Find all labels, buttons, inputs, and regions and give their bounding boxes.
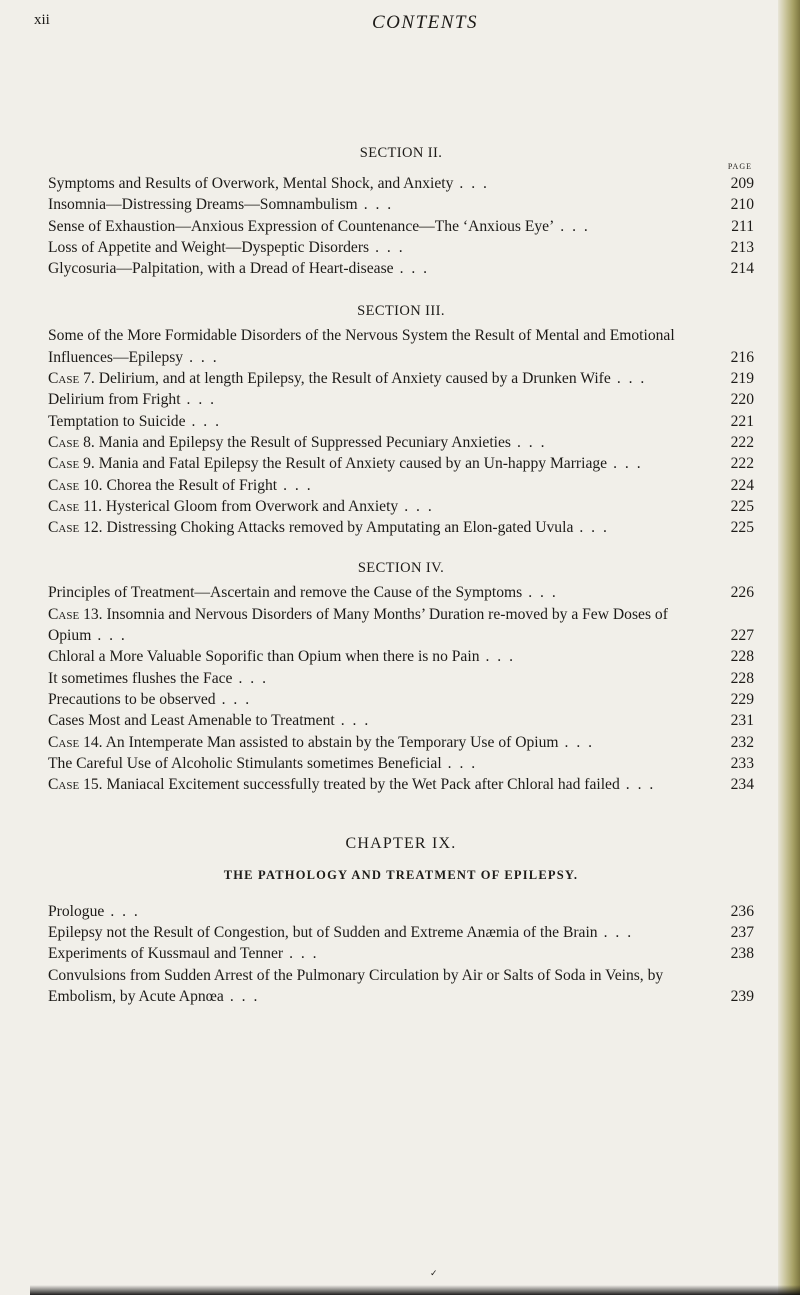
toc-entry-text	[48, 173, 754, 194]
entry-title: Mania and Fatal Epilepsy the Result of Anxiety caused by an Un-happy Marriage	[98, 455, 608, 473]
page-number: 222	[730, 433, 754, 451]
page-number: 231	[730, 712, 754, 730]
entry-title: Hysterical Gloom from Overwork and Anxiety	[105, 497, 399, 515]
page-number: 239	[730, 987, 754, 1005]
entry-title: The Careful Use of Alcoholic Stimulants sometimes Beneficial	[48, 754, 442, 772]
dot-leader: . . .	[613, 455, 643, 473]
page-number: 232	[730, 733, 754, 751]
toc-entry-text	[48, 216, 754, 237]
dot-leader: . . .	[110, 902, 140, 920]
toc-entry	[48, 753, 754, 774]
page-number: 226	[730, 584, 754, 602]
toc-entry-text	[48, 668, 754, 689]
toc-entry-text	[48, 258, 754, 279]
entry-title: Maniacal Excitement successfully treated by the Wet Pack after Chloral had failed	[106, 776, 620, 794]
page-number: 237	[730, 924, 754, 942]
page-bottom-shadow	[30, 1285, 800, 1295]
entry-title: An Intemperate Man assisted to abstain by the Temporary Use of Opium	[105, 733, 559, 751]
page-number: 224	[730, 476, 754, 494]
toc-entry	[48, 943, 754, 964]
toc-entry	[48, 732, 754, 753]
toc-entry-text	[48, 774, 754, 795]
dot-leader: . . .	[97, 627, 127, 645]
page-number: 238	[730, 945, 754, 963]
dot-leader: . . .	[289, 945, 319, 963]
entry-title: Insomnia and Nervous Disorders of Many Months’ Duration re-moved by a Few Doses of Opium	[48, 605, 668, 645]
entry-title: Precautions to be observed	[48, 690, 216, 708]
toc-entry	[48, 965, 754, 1008]
page-number: 236	[730, 902, 754, 920]
page-column-label: PAGE	[727, 162, 752, 171]
toc-entry-text	[48, 943, 754, 964]
entry-title: Symptoms and Results of Overwork, Mental Shock, and Anxiety	[48, 175, 454, 192]
toc-entry-text	[48, 710, 754, 731]
dot-leader: . . .	[238, 669, 268, 687]
entry-title: Distressing Choking Attacks removed by Amputating an Elon-gated Uvula	[106, 519, 574, 537]
page-number: 209	[730, 175, 754, 192]
dot-leader: . . .	[485, 648, 515, 666]
toc-entry	[48, 646, 754, 667]
toc-entry-text	[48, 922, 754, 943]
entry-title: Glycosuria—Palpitation, with a Dread of Heart-disease	[48, 260, 394, 278]
toc-entry	[48, 194, 754, 215]
toc-entry-text	[48, 368, 754, 389]
toc-entry-text	[48, 753, 754, 774]
toc-entry-text	[48, 604, 754, 647]
entry-title: Principles of Treatment—Ascertain and remove the Cause of the Symptoms	[48, 584, 523, 602]
toc-entry	[48, 582, 754, 603]
entry-title: Delirium, and at length Epilepsy, the Result of Anxiety caused by a Drunken Wife	[98, 370, 611, 388]
toc-entry-text	[48, 689, 754, 710]
entry-title: Cases Most and Least Amenable to Treatment	[48, 712, 335, 730]
dot-leader: . . .	[579, 519, 609, 537]
entry-title: Insomnia—Distressing Dreams—Somnambulism	[48, 196, 358, 214]
toc-entry	[48, 216, 754, 237]
dot-leader: . . .	[560, 217, 590, 235]
chapter-title: CHAPTER IX.	[345, 835, 457, 853]
toc-entry-text	[48, 517, 754, 538]
page-number: 220	[730, 391, 754, 409]
page-number: 234	[730, 776, 754, 794]
entry-title: Epilepsy not the Result of Congestion, but of Sudden and Extreme Anæmia of the Brain	[48, 924, 598, 942]
dot-leader: . . .	[616, 370, 647, 388]
toc-entry	[48, 258, 754, 279]
page-number: 219	[730, 370, 754, 388]
dot-leader: . . .	[189, 348, 219, 366]
toc-entry-text	[48, 411, 754, 432]
entry-title: Mania and Epilepsy the Result of Suppressed Pecuniary Anxieties	[98, 433, 511, 451]
toc-entry	[48, 389, 754, 410]
entry-title: Sense of Exhaustion—Anxious Expression of Countenance—The ‘Anxious Eye’	[48, 217, 555, 235]
entry-title: It sometimes flushes the Face	[48, 669, 233, 687]
toc-entry-text	[48, 453, 754, 474]
dot-leader: . . .	[283, 476, 313, 494]
toc-entry	[48, 237, 754, 258]
toc-entry	[48, 453, 754, 474]
toc-entry-text	[48, 646, 754, 667]
case-label: Case 15.	[48, 776, 103, 794]
page-number: 214	[730, 260, 754, 278]
toc-entry-text	[48, 325, 754, 368]
contents-body	[48, 143, 754, 1007]
toc-entry	[48, 922, 754, 943]
page-folio: xii	[34, 12, 50, 28]
toc-list	[48, 173, 754, 279]
entry-title: Delirium from Fright	[48, 391, 181, 409]
dot-leader: . . .	[363, 196, 394, 214]
case-label: Case 9.	[48, 455, 95, 473]
case-label: Case 11.	[48, 497, 102, 515]
entry-title: Chloral a More Valuable Soporific than Opium when there is no Pain	[48, 648, 480, 666]
case-label: Case 10.	[48, 476, 103, 494]
entry-title: Loss of Appetite and Weight—Dyspeptic Disorders	[48, 238, 370, 256]
section-title: SECTION IV.	[357, 560, 445, 577]
case-label: Case 13.	[48, 605, 103, 623]
case-label: Case 8.	[48, 433, 95, 451]
case-label: Case 14.	[48, 733, 103, 751]
toc-entry	[48, 432, 754, 453]
toc-entry	[48, 901, 754, 922]
entry-title: Chorea the Result of Fright	[106, 476, 278, 494]
toc-entry	[48, 475, 754, 496]
entry-title: Some of the More Formidable Disorders of the Nervous System the Result of Mental and Emotional Influences—Epilepsy	[48, 327, 675, 366]
page-number: 229	[730, 690, 754, 708]
dot-leader: . . .	[375, 238, 405, 256]
toc-entry	[48, 689, 754, 710]
toc-entry	[48, 710, 754, 731]
toc-entry-text	[48, 965, 754, 1008]
page-number: 228	[730, 669, 754, 687]
toc-entry	[48, 368, 754, 389]
dot-leader: . . .	[528, 584, 558, 602]
case-label: Case 7.	[48, 370, 95, 388]
toc-entry-text	[48, 475, 754, 496]
dot-leader: . . .	[447, 754, 478, 772]
toc-entry	[48, 668, 754, 689]
toc-entry-text	[48, 194, 754, 215]
toc-entry-text	[48, 389, 754, 410]
toc-entry	[48, 517, 754, 538]
toc-list	[48, 582, 754, 795]
dot-leader: . . .	[603, 924, 634, 942]
running-title: CONTENTS	[372, 12, 478, 33]
toc-entry-text	[48, 582, 754, 603]
entry-title: Temptation to Suicide	[48, 412, 186, 430]
dot-leader: . . .	[625, 776, 656, 794]
dot-leader: . . .	[564, 733, 595, 751]
dot-leader: . . .	[459, 175, 489, 192]
page-number: 225	[730, 519, 754, 537]
dot-leader: . . .	[399, 260, 430, 278]
page-number: 221	[730, 412, 754, 430]
entry-title: Experiments of Kussmaul and Tenner	[48, 945, 284, 963]
toc-entry-text	[48, 901, 754, 922]
page-header	[34, 12, 734, 42]
page-number: 225	[730, 497, 754, 515]
entry-title: Prologue	[48, 902, 105, 920]
chapter-subtitle: THE PATHOLOGY AND TREATMENT OF EPILEPSY.	[223, 868, 579, 883]
section-title: SECTION II.	[359, 145, 443, 161]
page-number: 213	[730, 238, 754, 256]
toc-entry-text	[48, 732, 754, 753]
dot-leader: . . .	[191, 412, 221, 430]
page-number: 228	[730, 648, 754, 666]
toc-entry	[48, 325, 754, 368]
dot-leader: . . .	[340, 712, 371, 730]
page-number: 216	[730, 348, 754, 366]
toc-list	[48, 901, 754, 1007]
dot-leader: . . .	[229, 987, 260, 1005]
toc-list	[48, 325, 754, 538]
dot-leader: . . .	[186, 391, 217, 409]
toc-entry-text	[48, 496, 754, 517]
page-edge	[778, 0, 800, 1295]
toc-entry-text	[48, 237, 754, 258]
page-number: 211	[731, 217, 754, 235]
dot-leader: . . .	[516, 433, 547, 451]
dot-leader: . . .	[404, 497, 434, 515]
toc-entry	[48, 604, 754, 647]
toc-entry	[48, 173, 754, 194]
page-number: 233	[730, 754, 754, 772]
page-number: 227	[730, 627, 754, 645]
toc-entry	[48, 496, 754, 517]
page-number: 210	[730, 196, 754, 214]
toc-entry	[48, 411, 754, 432]
case-label: Case 12.	[48, 519, 103, 537]
toc-entry-text	[48, 432, 754, 453]
entry-title: Convulsions from Sudden Arrest of the Pulmonary Circulation by Air or Salts of Soda in Veins, by Embolism, by Acute Apnœa	[48, 966, 664, 1005]
section-title: SECTION III.	[357, 303, 445, 320]
toc-entry	[48, 774, 754, 795]
dot-leader: . . .	[221, 690, 252, 708]
page-number: 222	[730, 455, 754, 473]
stray-mark: ✓	[430, 1268, 438, 1278]
